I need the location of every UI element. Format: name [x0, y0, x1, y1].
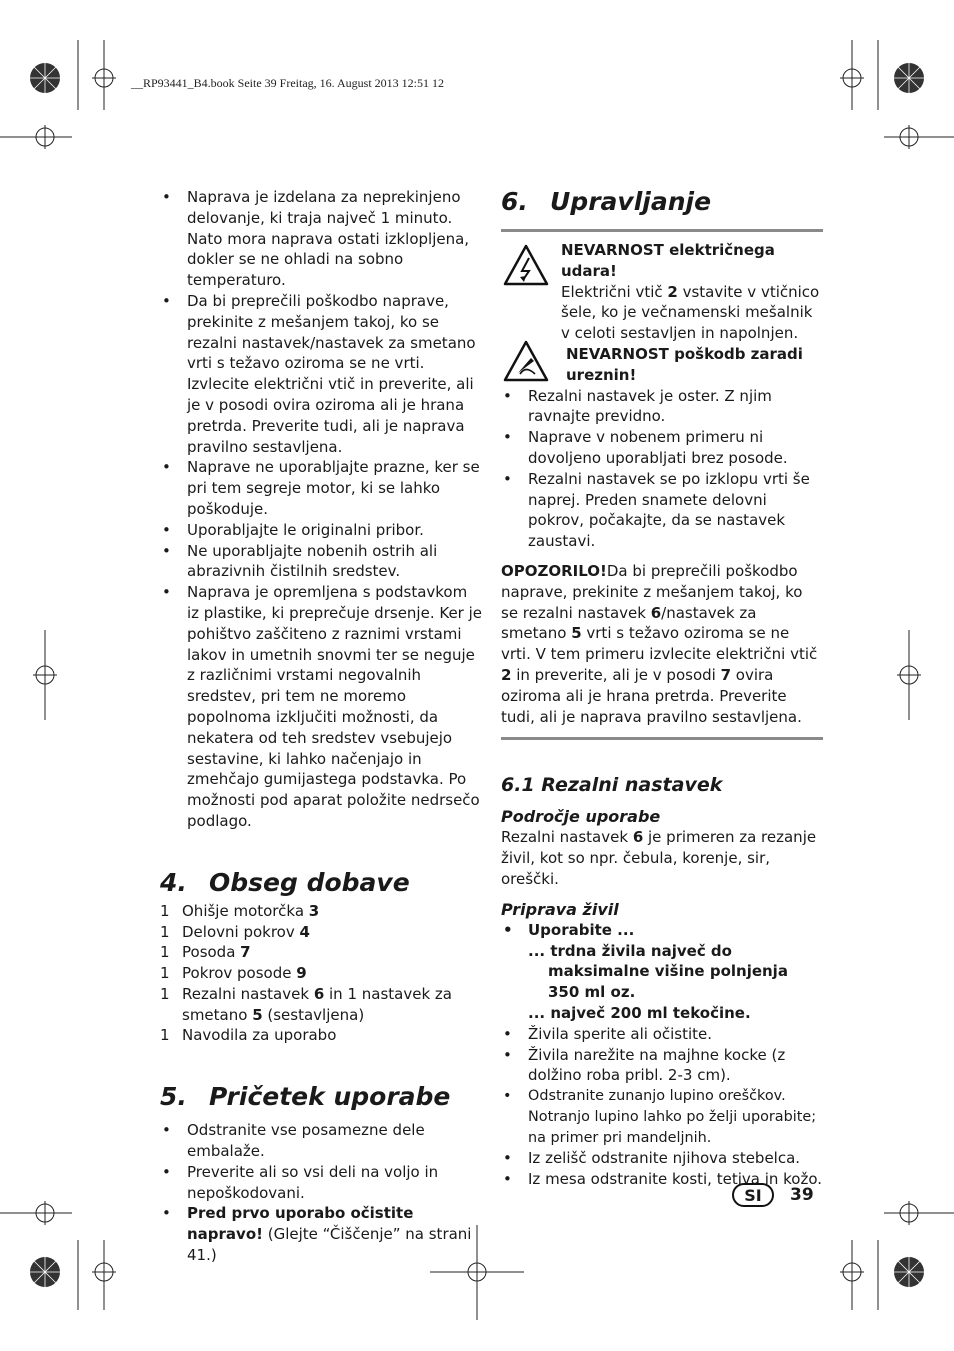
warning-title: NEVARNOST električnega udara!	[561, 241, 775, 280]
delivery-list	[160, 901, 482, 1047]
list-item: • Rezalni nastavek je oster. Z njim ravnajte previdno.	[501, 386, 823, 428]
list-item: • Ne uporabljajte nobenih ostrih ali abrazivnih čistilnih sredstev.	[160, 541, 482, 583]
list-item: • Da bi preprečili poškodbo naprave, prekinite z mešanjem takoj, ko se rezalni nastavek/nastavek za smetano vrti s težavo oziroma se ne vrti. Izvlecite električni vtič in preverite, ali je v posodi ovira oziroma ali je hrana pretrda. Preverite tudi, ali je naprava pravilno sestavljena.	[160, 291, 482, 457]
page-number: 39	[790, 1185, 814, 1205]
section-title: Pričetek uporabe	[209, 1082, 451, 1112]
safety-bullets	[160, 187, 482, 832]
section-title: Upravljanje	[550, 187, 712, 216]
page-footer	[732, 1183, 814, 1207]
paragraph-heading: Priprava živil	[501, 899, 619, 919]
section-heading-4	[160, 868, 482, 898]
cut-warning-bullets	[501, 386, 823, 552]
warning-box	[501, 229, 823, 740]
paragraph: Rezalni nastavek 6 je primeren za rezanje živil, kot so npr. čebula, korenje, sir, oreščki.	[501, 828, 817, 888]
list-item: • Uporabite ...	[501, 920, 823, 941]
list-item: • Uporabljajte le originalni pribor.	[160, 520, 482, 541]
paragraph-heading: Področje uporabe	[501, 807, 661, 827]
list-item: • Živila sperite ali očistite.	[501, 1024, 823, 1045]
list-item: 1 Rezalni nastavek 6 in 1 nastavek za smetano 5 (sestavljena)	[160, 984, 452, 1024]
section-title: Obseg dobave	[209, 867, 410, 897]
section-number: 4.	[160, 867, 187, 897]
section-heading-5	[160, 1082, 482, 1112]
cut-warning	[501, 344, 823, 386]
list-subitem: ... trdna živila največ do maksimalne višine polnjenja 350 ml oz.	[528, 941, 788, 1002]
warning-title: NEVARNOST poškodb zaradi ureznin!	[566, 344, 803, 384]
list-item: • Naprave ne uporabljajte prazne, ker se pri tem segreje motor, ki se lahko poškoduje.	[160, 457, 482, 519]
list-item: • Preverite ali so vsi deli na voljo in nepoškodovani.	[160, 1162, 482, 1204]
list-item: 1 Delovni pokrov 4	[160, 922, 310, 941]
subsection-heading: 6.1 Rezalni nastavek	[501, 774, 723, 797]
list-item: • Naprava je izdelana za neprekinjeno delovanje, ki traja največ 1 minuto. Nato mora naprava ostati izklopljena, dokler se ne ohladi na sobno temperaturo.	[160, 187, 482, 291]
preparation-list	[501, 920, 823, 941]
list-item: 1 Ohišje motorčka 3	[160, 901, 320, 920]
list-item: • Živila narežite na majhne kocke (z dolžino roba pribl. 2-3 cm).	[501, 1045, 823, 1087]
right-column	[501, 187, 823, 1190]
list-item: • Odstranite vse posamezne dele embalaže.	[160, 1120, 482, 1162]
list-item: • Naprave v nobenem primeru ni dovoljeno uporabljati brez posode.	[501, 427, 823, 469]
list-subitem: ... največ 200 ml tekočine.	[528, 1003, 751, 1022]
list-item: 1 Pokrov posode 9	[160, 964, 307, 983]
list-item: • Iz zelišč odstranite njihova stebelca.	[501, 1148, 823, 1169]
list-item: 1 Posoda 7	[160, 943, 251, 962]
start-bullets	[160, 1120, 482, 1266]
warning-text: Električni vtič 2 vstavite v vtičnico šele, ko je večnamenski mešalnik v celoti sestavljen in napolnjen.	[561, 282, 820, 343]
electric-hazard-icon	[503, 244, 549, 286]
section-number: 5.	[160, 1082, 187, 1112]
preparation-bullets	[501, 1024, 823, 1190]
left-column	[160, 187, 482, 1266]
list-item: • Pred prvo uporabo očistite napravo! (Glejte “Čiščenje” na strani 41.)	[160, 1203, 482, 1265]
list-item: • Naprava je opremljena s podstavkom iz plastike, ki preprečuje drsenje. Ker je pohištvo zaščiteno z raznimi vrstami lakov in umetnih snovmi ter se neguje z različnimi vrstami negovalnih sredstev, pri tem ne moremo popolnoma izključiti možnosti, da nekatera od teh sredstev vsebujejo sestavine, ki lahko načenjajo in zmehčajo gumijastega podstavka. Po možnosti pod aparat položite nedrsečo podlago.	[160, 582, 482, 832]
section-number: 6.	[501, 187, 528, 216]
caution-paragraph: OPOZORILO!Da bi preprečili poškodbo naprave, prekinite z mešanjem takoj, ko se rezalni nastavek 6/nastavek za smetano 5 vrti s težavo oziroma se ne vrti. V tem primeru izvlecite električni vtič 2 in preverite, ali je v posodi 7 ovira oziroma ali je hrana pretrda. Preverite tudi, ali je naprava pravilno sestavljena.	[501, 561, 818, 726]
list-item: • Odstranite zunanjo lupino oreščkov. Notranjo lupino lahko po želji uporabite; na primer pri mandeljnih.	[501, 1086, 823, 1148]
electric-warning	[501, 240, 823, 344]
list-item: • Rezalni nastavek se po izklopu vrti še naprej. Preden snamete delovni pokrov, počakajte, da se nastavek zaustavi.	[501, 469, 823, 552]
list-item: 1 Navodila za uporabo	[160, 1026, 337, 1045]
language-badge: SI	[732, 1183, 774, 1207]
cut-hazard-icon	[503, 340, 549, 382]
list-item: • Iz mesa odstranite kosti, tetiva in kožo.	[501, 1169, 823, 1190]
book-header: __RP93441_B4.book Seite 39 Freitag, 16. August 2013 12:51 12	[131, 76, 445, 90]
section-heading-6	[501, 187, 823, 217]
